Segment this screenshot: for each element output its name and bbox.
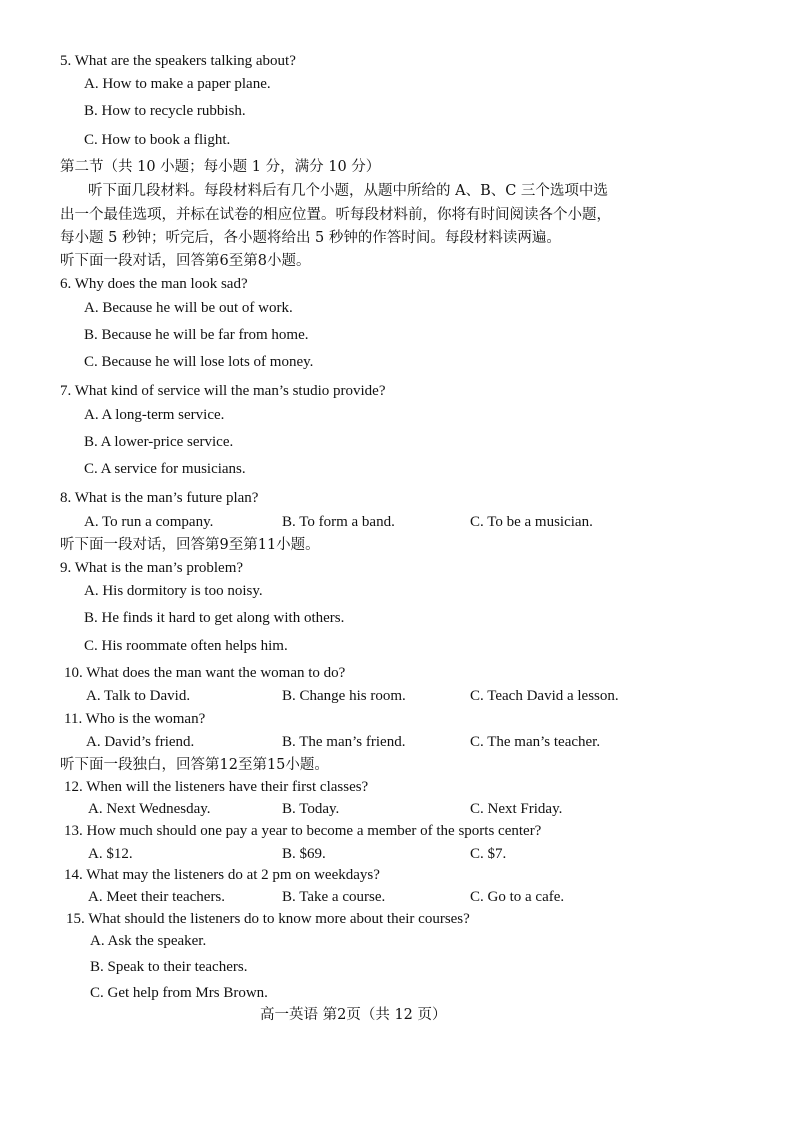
q11-option-c: C. The man’s teacher.	[470, 734, 601, 750]
q13-option-c: C. $7.	[470, 846, 507, 862]
q6-option-c: C. Because he will lose lots of money.	[84, 354, 314, 370]
q10-option-a: A. Talk to David.	[86, 688, 191, 704]
q14-option-a: A. Meet their teachers.	[88, 889, 226, 905]
q6-option-b: B. Because he will be far from home.	[84, 327, 309, 343]
q5-option-a: A. How to make a paper plane.	[84, 76, 271, 92]
q13-option-a: A. $12.	[88, 846, 133, 862]
q9-option-b: B. He finds it hard to get along with others.	[84, 610, 345, 626]
q15-option-a: A. Ask the speaker.	[90, 933, 207, 949]
q12-option-c: C. Next Friday.	[470, 801, 563, 817]
q8-option-a: A. To run a company.	[84, 514, 214, 530]
q12-option-a: A. Next Wednesday.	[88, 801, 211, 817]
page-footer: 高一英语 第2页（共 12 页）	[260, 1007, 447, 1023]
q13-option-b: B. $69.	[282, 846, 326, 862]
q12-option-b: B. Today.	[282, 801, 340, 817]
q6-option-a: A. Because he will be out of work.	[84, 300, 293, 316]
dialogue-intro: 听下面一段对话，回答第9至第11小题。	[60, 537, 320, 553]
q14-option-c: C. Go to a cafe.	[470, 889, 565, 905]
q5-option-c: C. How to book a flight.	[84, 132, 231, 148]
q15-option-b: B. Speak to their teachers.	[90, 959, 248, 975]
dialogue-intro: 听下面一段对话，回答第6至第8小题。	[60, 253, 311, 269]
question-7: 7. What kind of service will the man’s studio provide?	[60, 383, 386, 399]
instruction-line: 出一个最佳选项，并标在试卷的相应位置。听每段材料前，你将有时间阅读各个小题，	[60, 207, 611, 223]
instruction-line: 听下面几段材料。每段材料后有几个小题，从题中所给的 A、B、C 三个选项中选	[88, 183, 608, 199]
section-heading: 第二节（共 10 小题；每小题 1 分，满分 10 分）	[60, 159, 381, 175]
question-6: 6. Why does the man look sad?	[60, 276, 248, 292]
question-9: 9. What is the man’s problem?	[60, 560, 244, 576]
question-15: 15. What should the listeners do to know more about their courses?	[66, 911, 470, 927]
q9-option-a: A. His dormitory is too noisy.	[84, 583, 263, 599]
q7-option-c: C. A service for musicians.	[84, 461, 246, 477]
q8-option-b: B. To form a band.	[282, 514, 395, 530]
q10-option-b: B. Change his room.	[282, 688, 406, 704]
q11-option-b: B. The man’s friend.	[282, 734, 406, 750]
question-12: 12. When will the listeners have their first classes?	[64, 779, 369, 795]
q10-option-c: C. Teach David a lesson.	[470, 688, 619, 704]
monologue-intro: 听下面一段独白，回答第12至第15小题。	[60, 757, 329, 773]
q14-option-b: B. Take a course.	[282, 889, 386, 905]
q15-option-c: C. Get help from Mrs Brown.	[90, 985, 268, 1001]
q11-option-a: A. David’s friend.	[86, 734, 195, 750]
question-13: 13. How much should one pay a year to become a member of the sports center?	[64, 823, 542, 839]
question-14: 14. What may the listeners do at 2 pm on weekdays?	[64, 867, 380, 883]
question-11: 11. Who is the woman?	[64, 711, 206, 727]
q9-option-c: C. His roommate often helps him.	[84, 638, 288, 654]
q7-option-a: A. A long-term service.	[84, 407, 225, 423]
q7-option-b: B. A lower-price service.	[84, 434, 234, 450]
question-10: 10. What does the man want the woman to do?	[64, 665, 346, 681]
question-5: 5. What are the speakers talking about?	[60, 53, 296, 69]
q5-option-b: B. How to recycle rubbish.	[84, 103, 246, 119]
question-8: 8. What is the man’s future plan?	[60, 490, 259, 506]
q8-option-c: C. To be a musician.	[470, 514, 593, 530]
instruction-line: 每小题 5 秒钟；听完后，各小题将给出 5 秒钟的作答时间。每段材料读两遍。	[60, 230, 561, 246]
